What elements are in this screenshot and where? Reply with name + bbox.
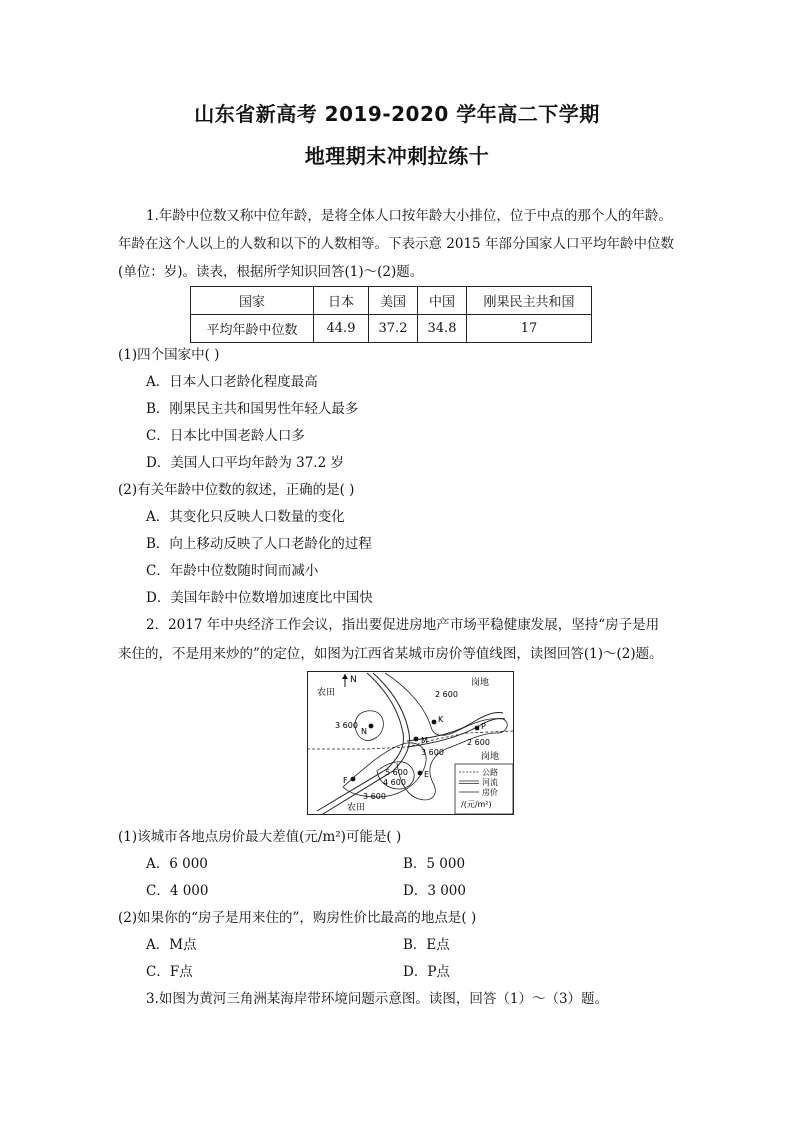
map-point-label: K [438, 715, 444, 724]
table-cell: 平均年龄中位数 [191, 315, 314, 343]
q2-sub2-stem: (2)如果你的“房子是用来住的”，购房性价比最高的地点是( ) [118, 910, 477, 926]
table-cell: 37.2 [369, 315, 418, 343]
q1-sub2-option-c: C．年龄中位数随时间而减小 [146, 563, 319, 579]
q2-sub2-option-b: B．E点 [403, 937, 450, 953]
map-point [418, 771, 423, 776]
map-label-farmland: 农田 [347, 803, 366, 813]
map-point [351, 777, 356, 782]
q2-stem-line2: 来住的，不是用来炒的”的定位，如图为江西省某城市房价等值线图，读图回答(1)～(2)题。 [118, 646, 663, 662]
q1-sub2-option-b: B．向上移动反映了人口老龄化的过程 [146, 536, 372, 552]
page-title: 山东省新高考 2019-2020 学年高二下学期 [194, 102, 600, 126]
table-cell: 17 [467, 315, 592, 343]
contour-value: 2 600 [435, 690, 458, 699]
map-point [475, 726, 480, 731]
contour-value: 3 600 [335, 721, 358, 730]
legend-item: /(元/m²) [461, 800, 492, 809]
q1-sub2-option-d: D．美国年龄中位数增加速度比中国快 [146, 590, 373, 606]
q2-sub2-option-c: C．F点 [146, 964, 193, 980]
table-row [191, 315, 592, 343]
map-point [369, 724, 374, 729]
table-row [191, 287, 592, 315]
q3-stem: 3.如图为黄河三角洲某海岸带环境问题示意图。读图，回答（1）～（3）题。 [146, 991, 609, 1007]
table-header-cell: 日本 [314, 287, 369, 315]
contour-value: 4 600 [383, 778, 406, 787]
table-header-cell: 刚果民主共和国 [467, 287, 592, 315]
q2-sub2-option-a: A．M点 [146, 937, 197, 953]
map-point [432, 720, 437, 725]
legend-item: 房价 [482, 788, 498, 797]
q1-stem: 1.年龄中位数又称中位年龄，是将全体人口按年龄大小排位，位于中点的那个人的年龄。年龄在这个人以上的人数和以下的人数相等。下表示意 2015 年部分国家人口平均年龄中位数(单位：岁)。读表，根据所学知识回答(1)～(2)题。 [118, 208, 674, 280]
page-subtitle: 地理期末冲刺拉练十 [304, 144, 490, 168]
q2-sub1-option-b: B．5 000 [403, 856, 466, 872]
map-legend [455, 764, 513, 814]
map-point-label: E [424, 770, 430, 779]
q2-sub1-option-c: C．4 000 [146, 883, 209, 899]
q1-sub1-option-c: C．日本比中国老龄人口多 [146, 428, 305, 444]
table-header-cell: 国家 [191, 287, 314, 315]
q1-sub1-option-d: D．美国人口平均年龄为 37.2 岁 [146, 455, 344, 471]
table-cell: 44.9 [314, 315, 369, 343]
map-point-label: N [361, 727, 367, 736]
q2-sub1-option-a: A．6 000 [146, 856, 208, 872]
q2-sub2-option-d: D．P点 [403, 964, 450, 980]
q2-sub1-option-d: D．3 000 [403, 883, 466, 899]
table-header-cell: 美国 [369, 287, 418, 315]
map-label-hill: 岗地 [471, 678, 490, 688]
contour-value: 3 600 [363, 792, 386, 801]
north-label: N [350, 675, 357, 685]
q1-sub1-stem: (1)四个国家中( ) [118, 347, 220, 363]
contour-value: 2 600 [467, 738, 490, 747]
map-point [414, 737, 419, 742]
map-point-label: P [481, 722, 486, 731]
table-header-cell: 中国 [418, 287, 467, 315]
q1-sub1-option-b: B．刚果民主共和国男性年轻人最多 [146, 401, 359, 417]
q1-sub2-stem: (2)有关年龄中位数的叙述，正确的是( ) [118, 482, 355, 498]
contour-value: 5 600 [385, 768, 408, 777]
legend-item: 公路 [482, 768, 498, 777]
q2-stem-line1: 2．2017 年中央经济工作会议，指出要促进房地产市场平稳健康发展，坚持“房子是用 [146, 617, 660, 633]
legend-item: 河流 [482, 778, 498, 787]
q1-sub1-option-a: A．日本人口老龄化程度最高 [146, 374, 318, 390]
contour-value: 3 600 [421, 748, 444, 757]
median-age-table [190, 286, 592, 343]
table-cell: 34.8 [418, 315, 467, 343]
q1-sub2-option-a: A．其变化只反映人口数量的变化 [146, 509, 345, 525]
map-point-label: M [421, 736, 428, 745]
map-point-label: F [343, 776, 348, 785]
map-label-hill: 岗地 [481, 752, 500, 762]
q2-sub1-stem: (1)该城市各地点房价最大差值(元/m²)可能是( ) [118, 829, 402, 845]
map-label-farmland: 农田 [317, 688, 336, 698]
house-price-contour-map [307, 671, 514, 815]
